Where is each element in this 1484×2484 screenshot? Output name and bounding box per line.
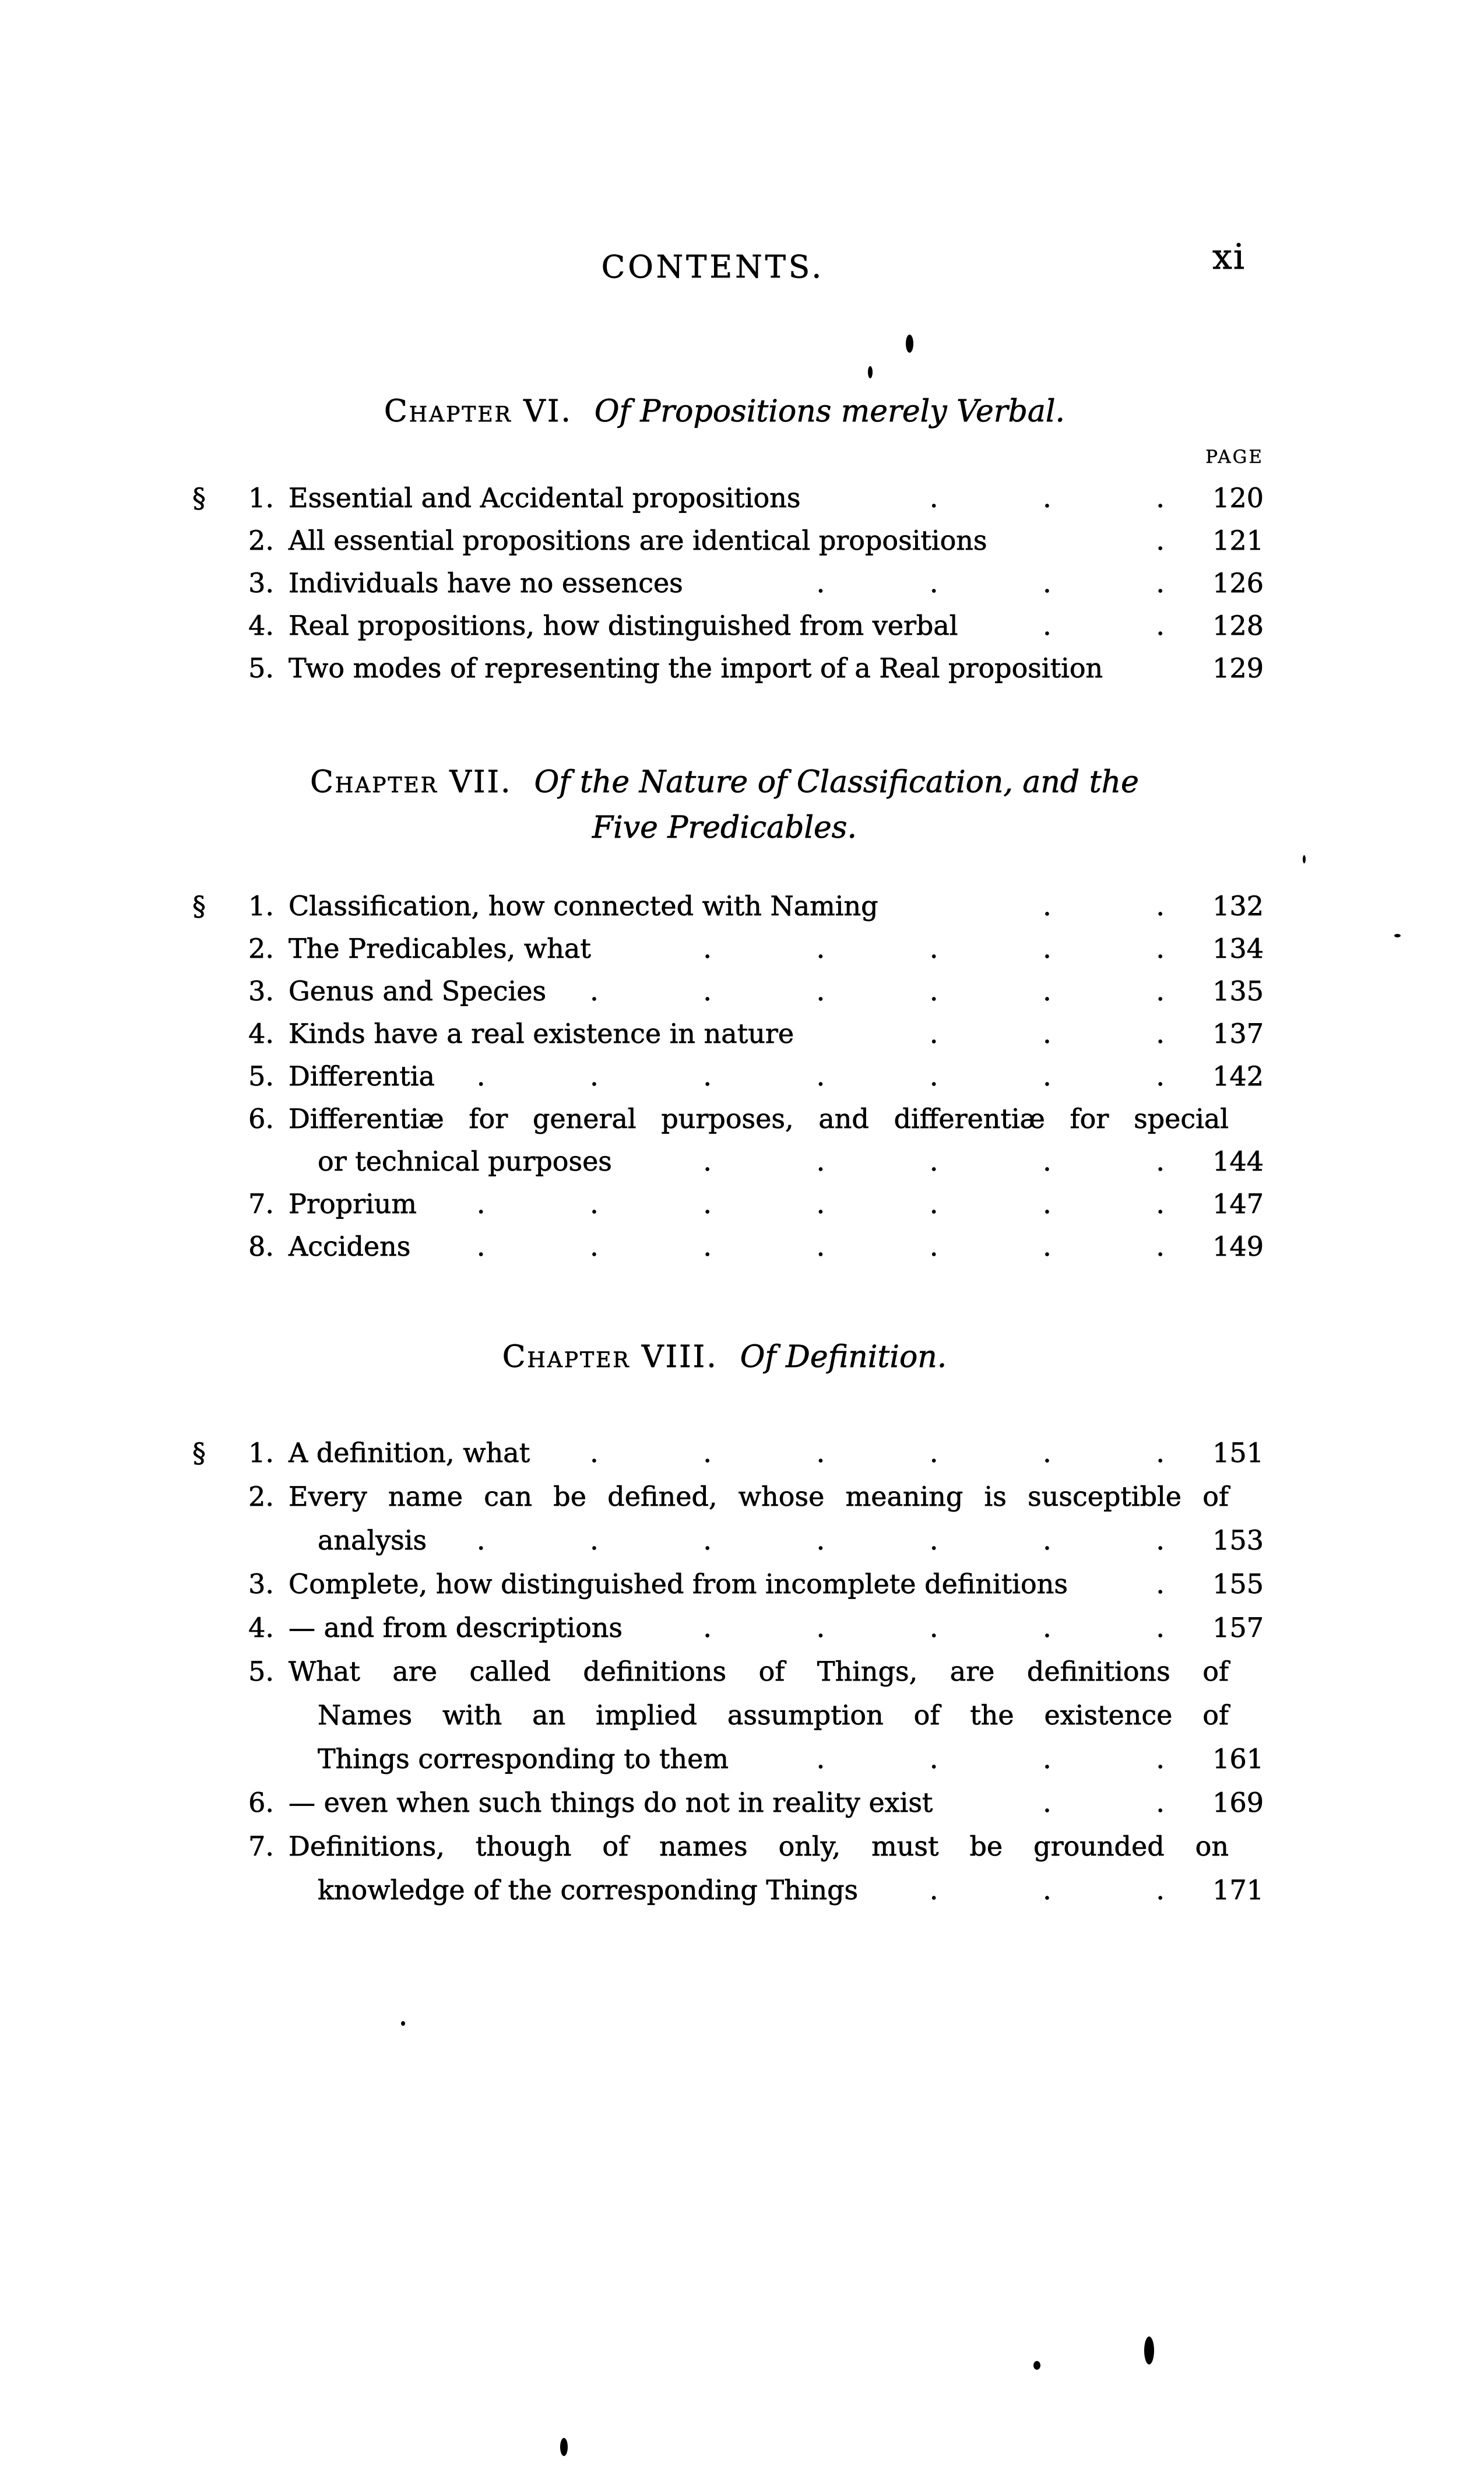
- toc-row: [192, 1431, 1264, 1475]
- item-page-number: 121: [1212, 525, 1264, 556]
- item-number: 6.: [248, 1787, 274, 1818]
- toc-row: [192, 1868, 1264, 1912]
- leader-dots: .: [1156, 525, 1165, 556]
- item-text: Classification, how connected with Naming: [289, 890, 878, 922]
- item-number: 4.: [248, 1018, 274, 1049]
- item-text: Proprium: [289, 1188, 417, 1220]
- chapter-6-heading: [25, 394, 1424, 429]
- leader-dots: . . . . . .: [590, 975, 1165, 1007]
- leader-dots: . .: [1043, 610, 1165, 641]
- item-number: 3.: [248, 975, 274, 1007]
- leader-dots: . . . .: [816, 1743, 1165, 1775]
- item-text: knowledge of the corresponding Things: [318, 1874, 859, 1906]
- chapter-6-items: [192, 477, 1264, 690]
- item-page-number: 153: [1212, 1524, 1264, 1556]
- item-page-number: 144: [1212, 1146, 1264, 1177]
- item-text: Things corresponding to them: [318, 1743, 729, 1775]
- item-text: — and from descriptions: [289, 1612, 623, 1643]
- leader-dots: . . . . .: [703, 933, 1165, 964]
- item-text: Two modes of representing the import of a Real proposition: [289, 652, 1103, 684]
- leader-dots: . . . . . . .: [476, 1188, 1165, 1220]
- ink-speck: [1033, 2361, 1040, 2370]
- item-page-number: 161: [1212, 1743, 1264, 1775]
- item-page-number: 171: [1212, 1874, 1264, 1906]
- toc-row: [192, 1140, 1264, 1183]
- item-text: Names with an implied assumption of the existence of: [318, 1699, 1229, 1731]
- item-number: 5.: [248, 1060, 274, 1092]
- item-text: What are called definitions of Things, are definitions of: [289, 1656, 1229, 1687]
- ink-speck: [1144, 2337, 1154, 2364]
- chapter-8-heading: [25, 1340, 1424, 1375]
- item-page-number: 169: [1212, 1787, 1264, 1818]
- toc-row: [192, 1825, 1264, 1868]
- leader-dots: . . . . . .: [590, 1437, 1165, 1468]
- toc-row: [192, 1737, 1264, 1781]
- leader-dots: . .: [1043, 1787, 1165, 1818]
- item-number: 5.: [248, 652, 274, 684]
- chapter-8-label: Chapter VIII.: [502, 1340, 718, 1375]
- chapter-7-title-line2: Five Predicables.: [592, 810, 857, 845]
- item-page-number: 149: [1212, 1231, 1264, 1262]
- toc-row: [192, 1475, 1264, 1519]
- toc-row: [192, 519, 1264, 562]
- item-text: Complete, how distinguished from incomplete definitions: [289, 1568, 1068, 1600]
- leader-dots: . . . . .: [703, 1146, 1165, 1177]
- item-text: All essential propositions are identical propositions: [289, 525, 987, 556]
- chapter-6-label: Chapter VI.: [384, 394, 572, 429]
- item-number: 4.: [248, 1612, 274, 1643]
- item-number: 1.: [248, 482, 274, 514]
- ink-speck: [906, 335, 913, 353]
- section-mark: §: [192, 890, 206, 922]
- leader-dots: . . . .: [816, 567, 1165, 599]
- item-text: Accidens: [289, 1231, 411, 1262]
- chapter-7-items: [192, 885, 1264, 1268]
- toc-row: [192, 927, 1264, 970]
- item-text: analysis: [318, 1524, 427, 1556]
- item-text: The Predicables, what: [289, 933, 591, 964]
- leader-dots: . . .: [929, 1874, 1165, 1906]
- toc-row: [192, 647, 1264, 690]
- toc-row: [192, 605, 1264, 647]
- item-text: Essential and Accidental propositions: [289, 482, 801, 514]
- toc-row: [192, 1013, 1264, 1055]
- toc-row: [192, 1519, 1264, 1562]
- chapter-7-heading: [25, 765, 1424, 800]
- running-head-title: CONTENTS.: [601, 250, 825, 285]
- item-page-number: 128: [1212, 610, 1264, 641]
- item-text: Definitions, though of names only, must be grounded on: [289, 1830, 1229, 1862]
- chapter-7-label: Chapter VII.: [310, 765, 512, 800]
- toc-row: [192, 1098, 1264, 1140]
- leader-dots: . . . . . . .: [476, 1060, 1165, 1092]
- item-number: 6.: [248, 1103, 274, 1134]
- item-number: 8.: [248, 1231, 274, 1262]
- item-number: 3.: [248, 1568, 274, 1600]
- item-number: 2.: [248, 1481, 274, 1512]
- item-page-number: 134: [1212, 933, 1264, 964]
- leader-dots: . . . . .: [703, 1612, 1165, 1643]
- chapter-8-items: [192, 1431, 1264, 1912]
- leader-dots: . . . . . . .: [476, 1231, 1165, 1262]
- item-number: 1.: [248, 1437, 274, 1468]
- toc-row: [192, 1183, 1264, 1225]
- item-page-number: 132: [1212, 890, 1264, 922]
- toc-row: [192, 1781, 1264, 1825]
- leader-dots: . . . . . . .: [476, 1524, 1165, 1556]
- item-text: Differentiæ for general purposes, and differentiæ for special: [289, 1103, 1229, 1134]
- toc-row: [192, 1055, 1264, 1098]
- chapter-7-title: Of the Nature of Classification, and the: [534, 765, 1139, 800]
- item-page-number: 155: [1212, 1568, 1264, 1600]
- item-number: 4.: [248, 610, 274, 641]
- leader-dots: .: [1156, 1568, 1165, 1600]
- chapter-8-title: Of Definition.: [740, 1340, 947, 1375]
- item-page-number: 157: [1212, 1612, 1264, 1643]
- item-number: 3.: [248, 567, 274, 599]
- item-text: Real propositions, how distinguished from verbal: [289, 610, 958, 641]
- item-text: — even when such things do not in reality exist: [289, 1787, 933, 1818]
- ink-speck: [560, 2438, 568, 2456]
- item-number: 1.: [248, 890, 274, 922]
- toc-row: [192, 1650, 1264, 1694]
- item-page-number: 135: [1212, 975, 1264, 1007]
- toc-row: [192, 885, 1264, 927]
- item-page-number: 147: [1212, 1188, 1264, 1220]
- item-text: Kinds have a real existence in nature: [289, 1018, 794, 1049]
- toc-row: [192, 1694, 1264, 1737]
- item-page-number: 142: [1212, 1060, 1264, 1092]
- item-number: 7.: [248, 1830, 274, 1862]
- item-text: or technical purposes: [318, 1146, 612, 1177]
- item-page-number: 129: [1212, 652, 1264, 684]
- leader-dots: . .: [1043, 890, 1165, 922]
- toc-row: [192, 477, 1264, 519]
- item-number: 7.: [248, 1188, 274, 1220]
- page-folio-number: xi: [1212, 237, 1246, 277]
- leader-dots: . . .: [929, 1018, 1165, 1049]
- item-page-number: 126: [1212, 567, 1264, 599]
- leader-dots: . . .: [929, 482, 1165, 514]
- toc-row: [192, 1606, 1264, 1650]
- ink-speck: [1394, 934, 1401, 937]
- ink-speck: [401, 2021, 405, 2026]
- item-page-number: 151: [1212, 1437, 1264, 1468]
- item-page-number: 120: [1212, 482, 1264, 514]
- item-text: Genus and Species: [289, 975, 547, 1007]
- item-text: Differentia: [289, 1060, 435, 1092]
- item-number: 5.: [248, 1656, 274, 1687]
- item-text: A definition, what: [289, 1437, 530, 1468]
- item-number: 2.: [248, 933, 274, 964]
- page-column-label: PAGE: [1205, 447, 1264, 468]
- item-text: Every name can be defined, whose meaning is susceptible of: [289, 1481, 1229, 1512]
- section-mark: §: [192, 482, 206, 514]
- chapter-6-title: Of Propositions merely Verbal.: [594, 394, 1065, 429]
- toc-row: [192, 562, 1264, 605]
- item-number: 2.: [248, 525, 274, 556]
- item-page-number: 137: [1212, 1018, 1264, 1049]
- item-text: Individuals have no essences: [289, 567, 683, 599]
- toc-row: [192, 1225, 1264, 1268]
- toc-row: [192, 1562, 1264, 1606]
- ink-speck: [1303, 855, 1306, 863]
- toc-row: [192, 970, 1264, 1013]
- ink-speck: [868, 366, 873, 378]
- section-mark: §: [192, 1437, 206, 1468]
